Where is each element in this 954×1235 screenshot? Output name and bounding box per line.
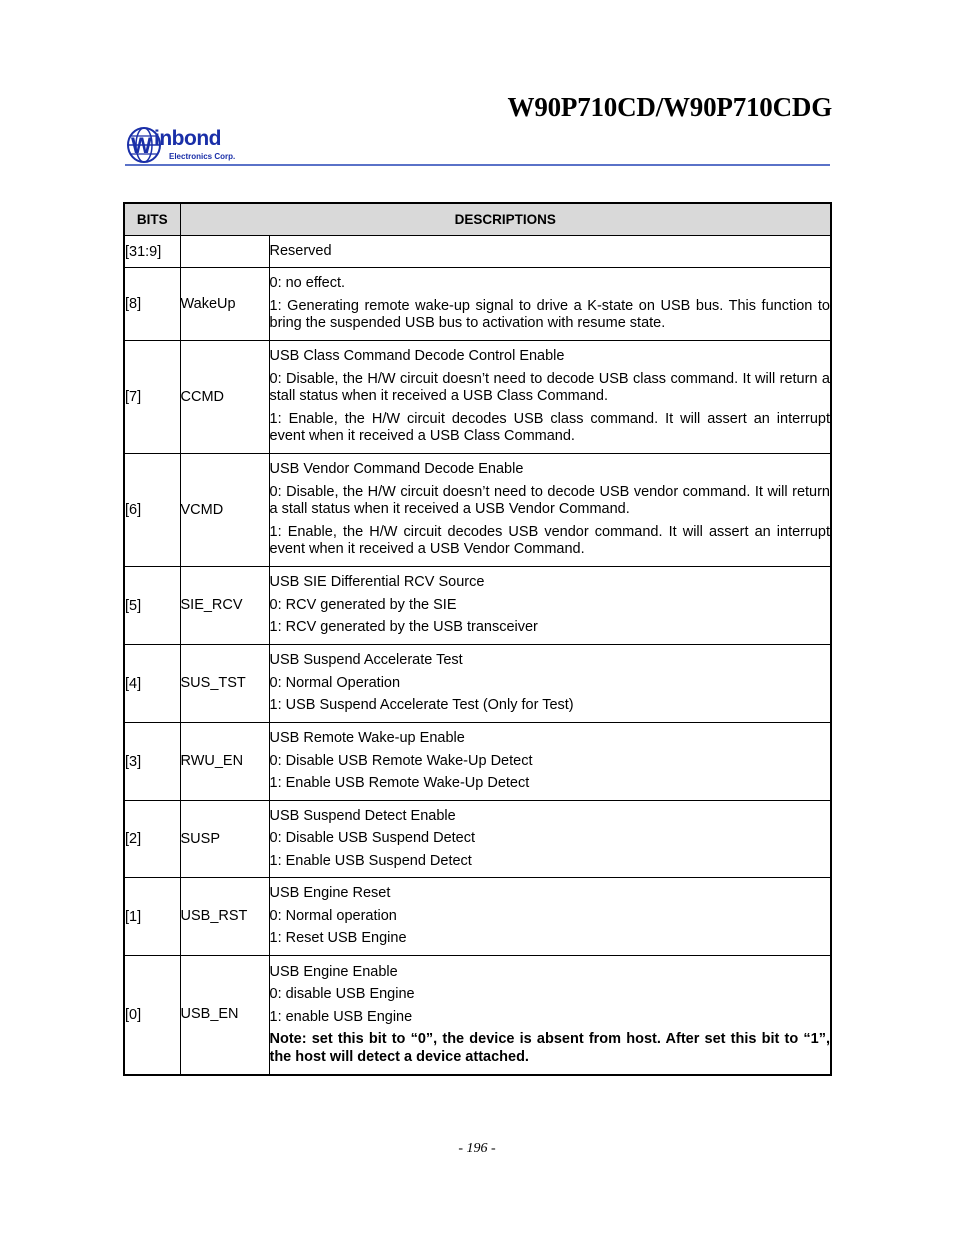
svg-text:W: W [131, 133, 152, 158]
bit-range-cell: [1] [124, 878, 180, 956]
table-row [124, 645, 831, 723]
description-line: USB Engine Enable [269, 963, 398, 980]
description-cell [269, 454, 831, 567]
table-header-row [124, 203, 831, 236]
description-line: 0: Disable, the H/W circuit doesn’t need to decode USB class command. It will return a stall status when it received a USB Class Command. [269, 370, 830, 405]
description-line: USB Remote Wake-up Enable [269, 730, 465, 747]
description-line: 0: Disable USB Remote Wake-Up Detect [269, 752, 533, 769]
description-line: 1: USB Suspend Accelerate Test (Only for Test) [269, 697, 574, 714]
description-line: 0: disable USB Engine [269, 986, 415, 1002]
logo-subtext: Electronics Corp. [169, 152, 236, 161]
bit-range-cell: [6] [124, 454, 180, 567]
description-line: 0: no effect. [269, 275, 346, 292]
description-line: 0: Disable USB Suspend Detect [269, 830, 476, 847]
field-name-cell: SUS_TST [180, 645, 269, 723]
register-table-body [124, 236, 831, 1075]
description-line: 0: Normal operation [269, 907, 397, 924]
description-line: 1: Enable USB Suspend Detect [269, 852, 472, 869]
field-name-cell: SIE_RCV [180, 567, 269, 645]
description-line: 1: enable USB Engine [269, 1008, 413, 1025]
register-table [123, 202, 832, 1076]
bit-range-cell: [5] [124, 567, 180, 645]
description-line: USB SIE Differential RCV Source [269, 574, 485, 591]
description-line: 1: Enable, the H/W circuit decodes USB class command. It will assert an interrupt event when it received a USB Class Command. [269, 410, 830, 445]
description-line: 0: RCV generated by the SIE [269, 596, 457, 613]
field-name-cell [180, 236, 269, 268]
description-line: 0: Normal Operation [269, 674, 401, 691]
description-line: Reserved [269, 242, 332, 259]
winbond-logo [127, 125, 252, 165]
description-line: 1: RCV generated by the USB transceiver [269, 619, 538, 636]
table-row [124, 567, 831, 645]
table-row [124, 956, 831, 1075]
table-row [124, 723, 831, 801]
field-name-cell: CCMD [180, 341, 269, 454]
description-cell [269, 878, 831, 956]
bit-range-cell: [4] [124, 645, 180, 723]
description-line: USB Suspend Accelerate Test [269, 652, 463, 669]
field-name-cell: USB_EN [180, 956, 269, 1075]
description-line: 1: Enable USB Remote Wake-Up Detect [269, 775, 530, 792]
table-row [124, 341, 831, 454]
bit-range-cell: [3] [124, 723, 180, 801]
description-cell [269, 341, 831, 454]
table-row [124, 878, 831, 956]
bit-range-cell: [8] [124, 268, 180, 341]
description-line: USB Engine Reset [269, 885, 391, 902]
description-cell [269, 645, 831, 723]
table-row [124, 801, 831, 878]
description-line: 0: Disable, the H/W circuit doesn’t need to decode USB vendor command. It will return a stall status when it received a USB Vendor Command. [269, 483, 830, 518]
field-name-cell: WakeUp [180, 268, 269, 341]
bit-range-cell: [2] [124, 801, 180, 878]
description-cell [269, 723, 831, 801]
bit-range-cell: [31:9] [124, 236, 180, 268]
descriptions-column-header: DESCRIPTIONS [180, 203, 831, 236]
bits-column-header: BITS [124, 203, 180, 236]
description-cell [269, 268, 831, 341]
description-line: USB Suspend Detect Enable [269, 807, 456, 824]
header-divider [125, 164, 830, 166]
page-number: - 196 - [458, 1141, 496, 1156]
description-note: Note: set this bit to “0”, the device is absent from host. After set this bit to “1”, the host will detect a device attached. [269, 1031, 830, 1065]
description-cell [269, 956, 831, 1075]
bit-range-cell: [7] [124, 341, 180, 454]
description-line: USB Vendor Command Decode Enable [269, 461, 524, 478]
description-line: USB Class Command Decode Control Enable [269, 348, 565, 365]
field-name-cell: VCMD [180, 454, 269, 567]
document-title: W90P710CD/W90P710CDG [507, 92, 832, 122]
logo-wordmark: inbond [154, 127, 221, 150]
description-line: 1: Enable, the H/W circuit decodes USB vendor command. It will assert an interrupt event when it received a USB Vendor Command. [269, 523, 830, 558]
bit-range-cell: [0] [124, 956, 180, 1075]
description-line: 1: Generating remote wake-up signal to drive a K-state on USB bus. This function to bring the suspended USB bus to activation with resume state. [269, 297, 830, 332]
description-line: 1: Reset USB Engine [269, 930, 407, 947]
field-name-cell: USB_RST [180, 878, 269, 956]
field-name-cell: RWU_EN [180, 723, 269, 801]
field-name-cell: SUSP [180, 801, 269, 878]
description-cell [269, 567, 831, 645]
table-row [124, 454, 831, 567]
description-cell [269, 801, 831, 878]
table-row [124, 236, 831, 268]
description-cell [269, 236, 831, 268]
table-row [124, 268, 831, 341]
